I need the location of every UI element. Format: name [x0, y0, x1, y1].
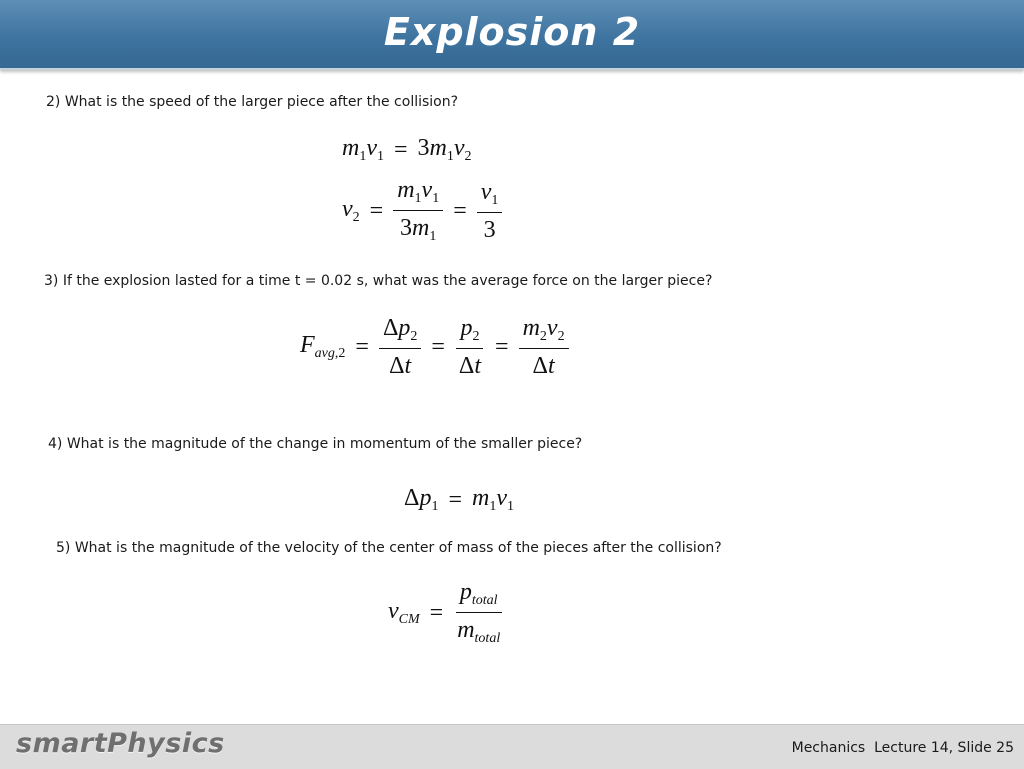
question-4: 4) What is the magnitude of the change in momentum of the smaller piece? [48, 436, 583, 452]
footer-bar [0, 724, 1024, 769]
equation-momentum-conservation: $m_1v_1$ = $3m_1v_2$ [342, 135, 472, 164]
smartphysics-logo: smartPhysics [16, 728, 225, 759]
question-2: 2) What is the speed of the larger piece after the collision? [46, 94, 459, 110]
equation-momentum-change: $\Delta p_1$ = $m_1v_1$ [404, 485, 514, 514]
question-5: 5) What is the magnitude of the velocity of the center of mass of the pieces after the collision? [56, 540, 722, 556]
title-bar [0, 0, 1024, 70]
equation-center-of-mass-velocity: $v_{CM}$ = $\frac{p_{total}}{m_{total}}$ [388, 579, 501, 646]
slide-info: Mechanics Lecture 14, Slide 25 [791, 740, 1014, 756]
question-3: 3) If the explosion lasted for a time t = 0.02 s, what was the average force on the larger piece? [44, 273, 713, 289]
equation-average-force: $F_{avg,2}$ = $\frac{\Delta p_2}{\Delta t}$ = $\frac{p_2}{\Delta t}$ = $\frac{m_2v_2}{\Delta t}$ [300, 316, 569, 378]
equation-v2: $v_2$ = $\frac{m_1v_1}{3m_1}$ = $\frac{v_1}{3}$ [342, 178, 502, 244]
slide-title: Explosion 2 [383, 10, 641, 54]
